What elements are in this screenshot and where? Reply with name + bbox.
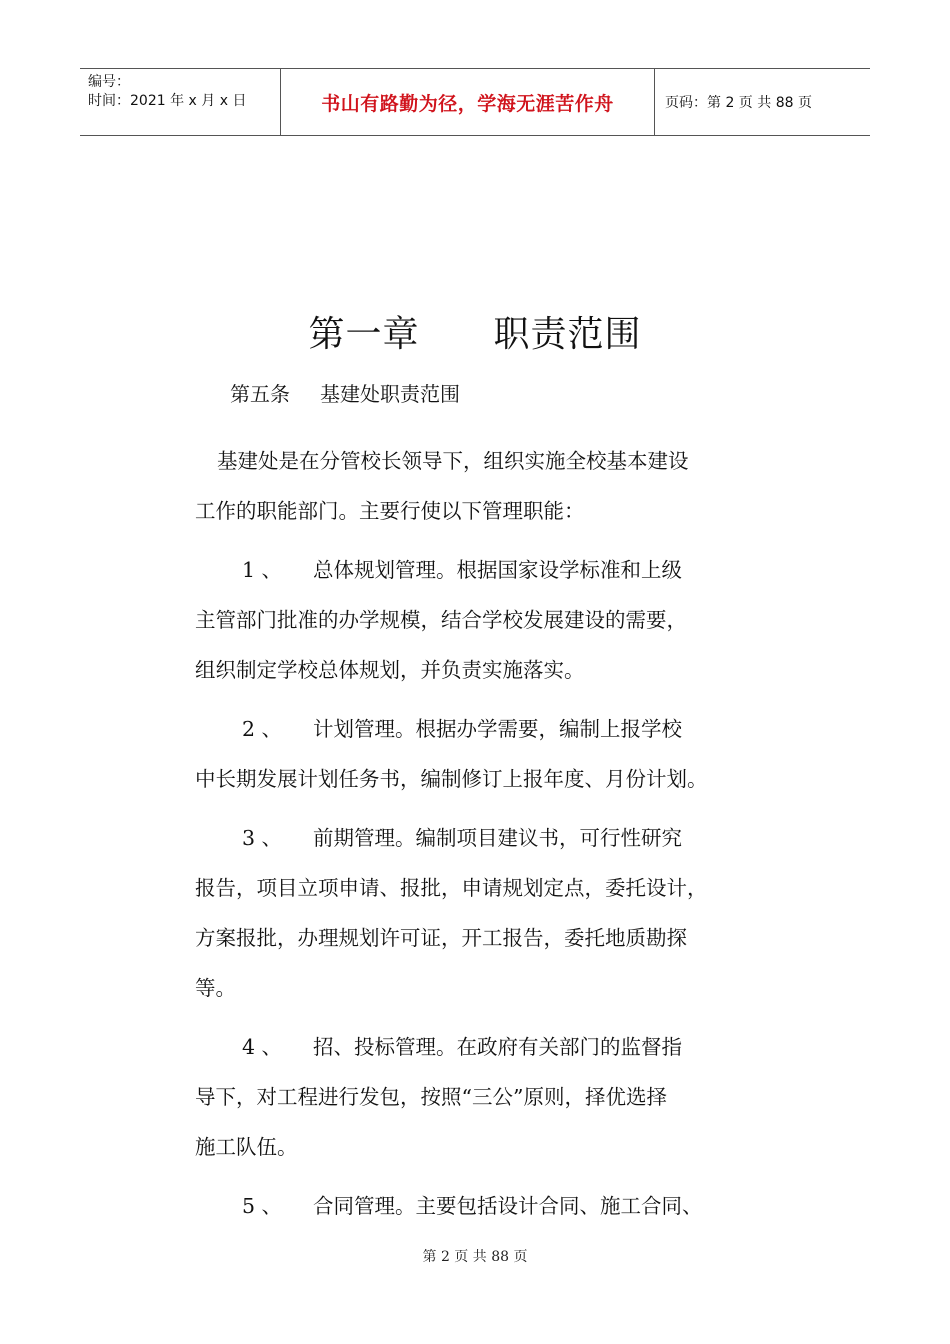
list-item-line: 方案报批，办理规划许可证，开工报告，委托地质勘探 (195, 926, 687, 950)
list-item-number: 4 、 (242, 1035, 283, 1059)
page-footer: 第 2 页 共 88 页 (422, 1249, 528, 1265)
list-item-number: 3 、 (242, 826, 283, 850)
list-item-first-line (195, 1181, 755, 1231)
article-heading (230, 380, 460, 408)
list-item-first-line (195, 704, 755, 754)
list-item-line: 导下，对工程进行发包，按照“三公”原则，择优选择 (195, 1085, 667, 1109)
body-text (195, 436, 755, 1231)
serial-number-label: 编号： (88, 74, 130, 90)
list-item-text: 前期管理。编制项目建议书，可行性研究 (313, 826, 682, 850)
list-item-line: 施工队伍。 (195, 1135, 298, 1159)
list-item-first-line (195, 1022, 755, 1072)
article-title: 基建处职责范围 (320, 382, 460, 406)
list-item-number: 2 、 (242, 717, 283, 741)
list-item-number: 1 、 (242, 558, 283, 582)
header-motto-cell (281, 69, 655, 135)
list-item-first-line (195, 545, 755, 595)
header-page-cell (655, 69, 870, 135)
date-label: 时间：2021 年 x 月 x 日 (88, 93, 247, 109)
list-item-line: 报告，项目立项申请、报批，申请规划定点，委托设计， (195, 876, 708, 900)
chapter-title: 职责范围 (493, 314, 642, 355)
list-item-first-line (195, 813, 755, 863)
document-header (80, 68, 870, 136)
chapter-number: 第一章 (308, 314, 420, 355)
list-item-line: 主管部门批准的办学规模，结合学校发展建设的需要， (195, 608, 687, 632)
list-item-line: 等。 (195, 976, 236, 1000)
list-item-line: 中长期发展计划任务书，编制修订上报年度、月份计划。 (195, 767, 708, 791)
list-item-text: 招、投标管理。在政府有关部门的监督指 (313, 1035, 682, 1059)
list-item-text: 总体规划管理。根据国家设学标准和上级 (313, 558, 682, 582)
list-item-line: 组织制定学校总体规划，并负责实施落实。 (195, 658, 585, 682)
chapter-heading (0, 312, 950, 358)
page-info: 页码：第 2 页 共 88 页 (665, 95, 812, 111)
motto-text: 书山有路勤为径，学海无涯苦作舟 (321, 92, 614, 115)
list-item-text: 合同管理。主要包括设计合同、施工合同、 (313, 1194, 703, 1218)
header-meta-cell (80, 69, 281, 135)
intro-line: 工作的职能部门。主要行使以下管理职能： (195, 499, 585, 523)
article-number: 第五条 (230, 382, 290, 406)
intro-line: 基建处是在分管校长领导下，组织实施全校基本建设 (217, 449, 689, 473)
list-item-number: 5 、 (242, 1194, 283, 1218)
list-item-text: 计划管理。根据办学需要，编制上报学校 (313, 717, 682, 741)
